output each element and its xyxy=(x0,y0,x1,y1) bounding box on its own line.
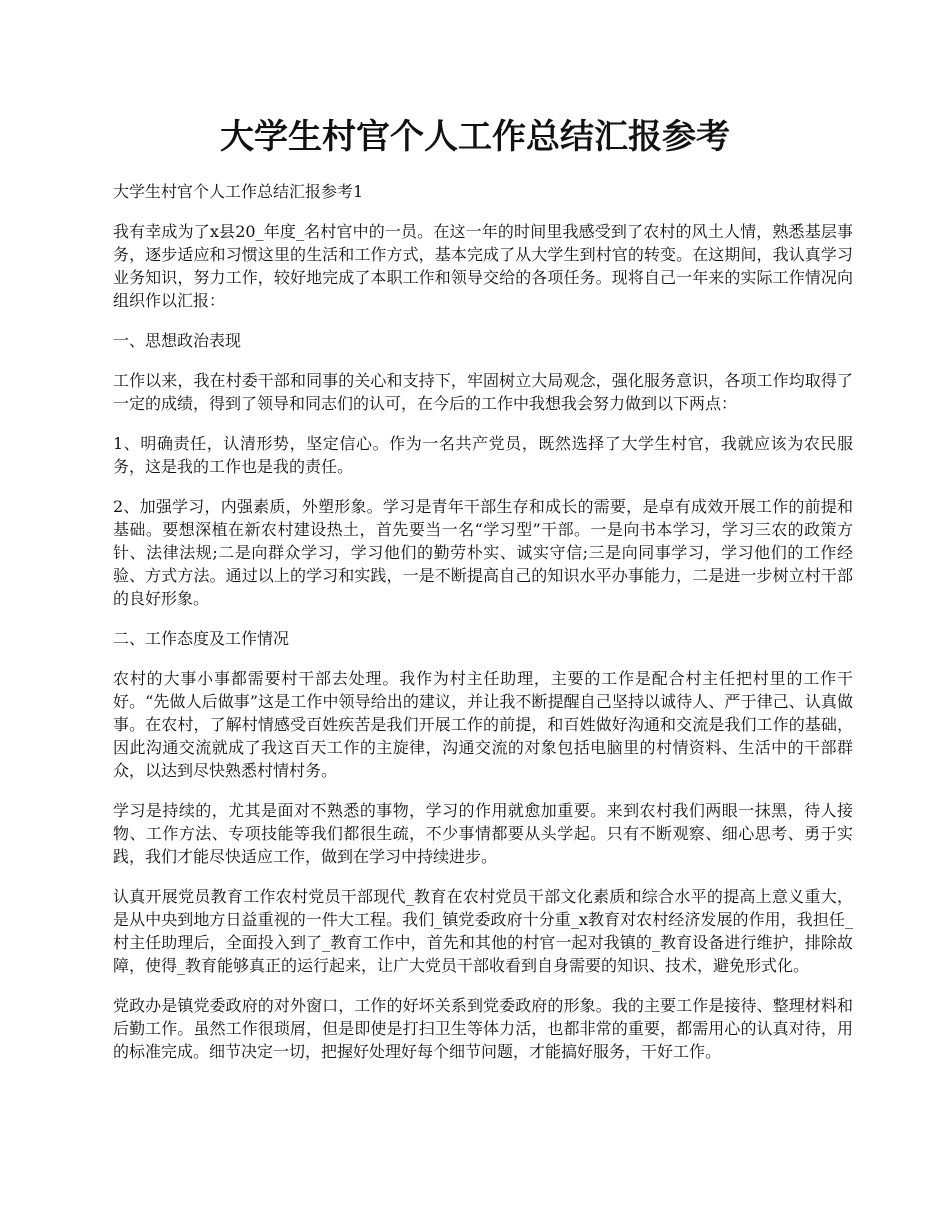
document-subtitle: 大学生村官个人工作总结汇报参考1 xyxy=(113,182,364,201)
paragraph-work-4: 党政办是镇党委政府的对外窗口，工作的好坏关系到党委政府的形象。我的主要工作是接待、整理材料和后勤工作。虽然工作很琐屑，但是即使是打扫卫生等体力活，也都非常的重要，都需用心的认真对待，用的标准完成。细节决定一切，把握好处理好每个细节问题，才能搞好服务，干好工作。 xyxy=(113,996,853,1061)
section-heading-work: 二、工作态度及工作情况 xyxy=(113,629,290,648)
paragraph-work-2: 学习是持续的，尤其是面对不熟悉的事物，学习的作用就愈加重要。来到农村我们两眼一抹黑，待人接物、工作方法、专项技能等我们都很生疏，不少事情都要从头学起。只有不断观察、细心思考、勇于实践，我们才能尽快适应工作，做到在学习中持续进步。 xyxy=(113,801,853,866)
document-body xyxy=(113,180,853,1080)
paragraph-point-1: 1、明确责任，认清形势，坚定信心。作为一名共产党员，既然选择了大学生村官，我就应该为农民服务，这是我的工作也是我的责任。 xyxy=(113,434,853,476)
document-title: 大学生村官个人工作总结汇报参考 xyxy=(220,117,730,157)
section-heading-political: 一、思想政治表现 xyxy=(113,331,242,350)
paragraph-intro: 我有幸成为了x县20_年度_名村官中的一员。在这一年的时间里我感受到了农村的风土人情，熟悉基层事务，逐步适应和习惯这里的生活和工作方式，基本完成了从大学生到村官的转变。在这期间，我认真学习业务知识，努力工作，较好地完成了本职工作和领导交给的各项任务。现将自己一年来的实际工作情况向组织作以汇报： xyxy=(113,222,853,310)
paragraph-work-3: 认真开展党员教育工作农村党员干部现代_教育在农村党员干部文化素质和综合水平的提高上意义重大，是从中央到地方日益重视的一件大工程。我们_镇党委政府十分重_x教育对农村经济发展的作用，我担任_村主任助理后，全面投入到了_教育工作中，首先和其他的村官一起对我镇的_教育设备进行维护，排除故障，使得_教育能够真正的运行起来，让广大党员干部收看到自身需要的知识、技术，避免形式化。 xyxy=(113,887,853,975)
paragraph-political: 工作以来，我在村委干部和同事的关心和支持下，牢固树立大局观念，强化服务意识，各项工作均取得了一定的成绩，得到了领导和同志们的认可，在今后的工作中我想我会努力做到以下两点： xyxy=(113,371,853,413)
paragraph-work-1: 农村的大事小事都需要村干部去处理。我作为村主任助理，主要的工作是配合村主任把村里的工作干好。“先做人后做事”这是工作中领导给出的建议，并让我不断提醒自己坚持以诚待人、严于律己、认真做事。在农村，了解村情感受百姓疾苦是我们开展工作的前提，和百姓做好沟通和交流是我们工作的基础，因此沟通交流就成了我这百天工作的主旋律，沟通交流的对象包括电脑里的村情资料、生活中的干部群众，以达到尽快熟悉村情村务。 xyxy=(113,669,853,780)
paragraph-point-2: 2、加强学习，内强素质，外塑形象。学习是青年干部生存和成长的需要，是卓有成效开展工作的前提和基础。要想深植在新农村建设热土，首先要当一名“学习型”干部。一是向书本学习，学习三农的政策方针、法律法规;二是向群众学习，学习他们的勤劳朴实、诚实守信;三是向同事学习，学习他们的工作经验、方式方法。通过以上的学习和实践，一是不断提高自己的知识水平办事能力，二是进一步树立村干部的良好形象。 xyxy=(113,497,853,608)
